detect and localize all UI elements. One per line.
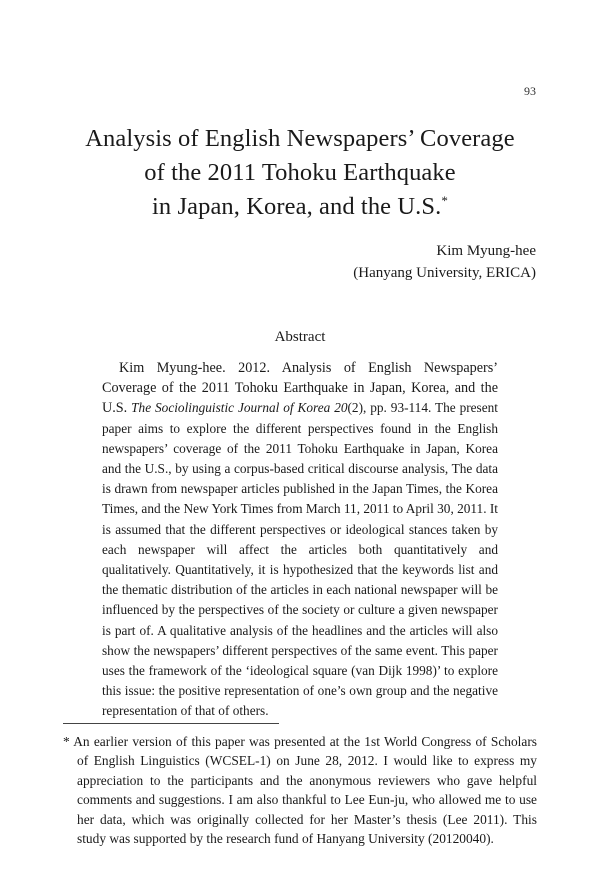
footnote-mark: * <box>63 734 70 749</box>
author-name: Kim Myung-hee <box>436 243 536 259</box>
author-block <box>353 240 536 284</box>
title-line-3 <box>60 190 540 224</box>
journal-name: The Sociolinguistic Journal of Korea 20 <box>131 400 348 416</box>
title-footnote-mark: * <box>441 192 448 208</box>
footnote <box>63 732 537 848</box>
paper-title <box>60 122 540 224</box>
abstract-citation: Kim Myung-hee. 2012. Analysis of English Newspapers’ Coverage of the 2011 Tohoku Earthquake in Japan, Korea, and the U.S. <box>102 360 498 417</box>
title-line-1: Analysis of English Newspapers’ Coverage <box>85 125 515 152</box>
footnote-text: An earlier version of this paper was presented at the 1st World Congress of Scholars of English Linguistics (WCSEL-1) on June 28, 2012. I would like to express my appreciation to the participants and the anonymous reviewers who gave helpful comments and suggestions. I am also thankful to Lee Eun-ju, who allowed me to use her data, which was originally collected for her Master’s thesis (Lee 2011). This study was supported by the research fund of Hanyang University (20120040). <box>73 734 537 847</box>
footnote-divider <box>63 723 279 724</box>
abstract-heading: Abstract <box>274 329 326 345</box>
journal-issue-pages: (2), pp. 93-114. <box>347 400 432 416</box>
author-affiliation: (Hanyang University, ERICA) <box>353 265 536 281</box>
abstract-text <box>102 358 498 722</box>
abstract-body: The present paper aims to explore the different perspectives found in the English newspapers’ coverage of the 2011 Tohoku Earthquake in Japan, Korea and the U.S., by using a corpus-based critical discourse analysis, The data is drawn from newspaper articles published in the Japan Times, the Korea Times, and the New York Times from March 11, 2011 to April 30, 2011. It is assumed that the different perspectives or ideological stances taken by each newspaper will affect the articles both quantitatively and qualitatively. Quantitatively, it is hypothesized that the keywords list and the thematic distribution of the articles in each national newspaper will be influenced by the perspectives of the society or culture a given newspaper is part of. A qualitative analysis of the headlines and the articles will also show the newspapers’ different perspectives of the same event. This paper uses the framework of the ‘ideological square (van Dijk 1998)’ to explore this issue: the positive representation of one’s own group and the negative representation of that of others. <box>102 400 498 719</box>
title-line-3-text: in Japan, Korea, and the U.S. <box>152 193 442 220</box>
title-line-2: of the 2011 Tohoku Earthquake <box>144 159 456 186</box>
page-number: 93 <box>524 84 536 98</box>
